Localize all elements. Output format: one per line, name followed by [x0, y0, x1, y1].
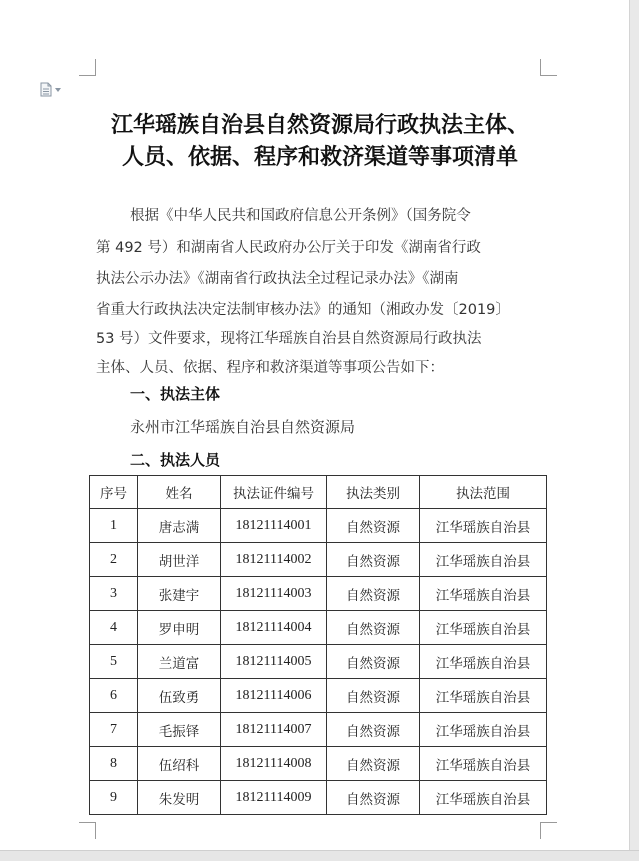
name-cell: 兰道富: [138, 645, 221, 679]
category-cell: 自然资源: [327, 679, 420, 713]
serial-cell: 9: [90, 781, 138, 815]
table-row: [90, 679, 547, 713]
personnel-table: [89, 475, 547, 815]
category-cell: 自然资源: [327, 509, 420, 543]
serial-cell: 5: [90, 645, 138, 679]
certificate-number-cell: 18121114006: [221, 679, 327, 713]
category-cell: 自然资源: [327, 611, 420, 645]
name-cell: 朱发明: [138, 781, 221, 815]
margin-corner-bottom-left: [79, 822, 96, 839]
category-cell: 自然资源: [327, 645, 420, 679]
certificate-number-cell: 18121114008: [221, 747, 327, 781]
table-row: [90, 611, 547, 645]
table-header-row: [90, 476, 547, 509]
scope-cell: 江华瑶族自治县: [420, 747, 547, 781]
name-cell: 罗申明: [138, 611, 221, 645]
table-row: [90, 645, 547, 679]
intro-paragraph-line: 根据《中华人民共和国政府信息公开条例》（国务院令: [130, 208, 471, 224]
paste-options-button[interactable]: [40, 82, 61, 97]
serial-cell: 1: [90, 509, 138, 543]
certificate-number-cell: 18121114003: [221, 577, 327, 611]
serial-cell: 3: [90, 577, 138, 611]
name-cell: 张建宇: [138, 577, 221, 611]
column-header-category: 执法类别: [327, 476, 420, 509]
section-heading-enforcement-personnel: 二、执法人员: [130, 451, 221, 469]
certificate-number-cell: 18121114005: [221, 645, 327, 679]
name-cell: 唐志满: [138, 509, 221, 543]
table-row: [90, 543, 547, 577]
serial-cell: 4: [90, 611, 138, 645]
column-header-serial: 序号: [90, 476, 138, 509]
name-cell: 毛振铎: [138, 713, 221, 747]
name-cell: 伍致勇: [138, 679, 221, 713]
column-header-scope: 执法范围: [420, 476, 547, 509]
document-title-line-2: 人员、依据、程序和救济渠道等事项清单: [121, 145, 518, 170]
enforcement-body-name: 永州市江华瑶族自治县自然资源局: [130, 418, 356, 436]
intro-paragraph-line: 执法公示办法》《湖南省行政执法全过程记录办法》《湖南: [96, 271, 459, 287]
section-heading-enforcement-body: 一、执法主体: [130, 385, 221, 403]
category-cell: 自然资源: [327, 747, 420, 781]
document-title-line-1: 江华瑶族自治县自然资源局行政执法主体、: [110, 113, 529, 138]
serial-cell: 7: [90, 713, 138, 747]
category-cell: 自然资源: [327, 543, 420, 577]
table-row: [90, 577, 547, 611]
category-cell: 自然资源: [327, 713, 420, 747]
intro-paragraph-line: 主体、人员、依据、程序和救济渠道等事项公告如下：: [96, 360, 444, 376]
horizontal-scrollbar[interactable]: [0, 850, 639, 861]
scope-cell: 江华瑶族自治县: [420, 509, 547, 543]
certificate-number-cell: 18121114004: [221, 611, 327, 645]
scope-cell: 江华瑶族自治县: [420, 713, 547, 747]
margin-corner-bottom-right: [540, 822, 557, 839]
margin-corner-top-left: [79, 59, 96, 76]
category-cell: 自然资源: [327, 781, 420, 815]
serial-cell: 2: [90, 543, 138, 577]
table-row: [90, 781, 547, 815]
intro-paragraph-line: 省重大行政执法决定法制审核办法》的通知（湘政办发〔2019〕: [96, 302, 510, 318]
certificate-number-cell: 18121114009: [221, 781, 327, 815]
scope-cell: 江华瑶族自治县: [420, 611, 547, 645]
scope-cell: 江华瑶族自治县: [420, 577, 547, 611]
scope-cell: 江华瑶族自治县: [420, 781, 547, 815]
column-header-certificate-number: 执法证件编号: [221, 476, 327, 509]
serial-cell: 8: [90, 747, 138, 781]
intro-paragraph-line: 第 492 号）和湖南省人民政府办公厅关于印发《湖南省行政: [96, 240, 481, 256]
document-icon: [40, 82, 52, 97]
table-row: [90, 713, 547, 747]
certificate-number-cell: 18121114007: [221, 713, 327, 747]
vertical-scrollbar[interactable]: [629, 0, 639, 861]
margin-corner-top-right: [540, 59, 557, 76]
name-cell: 胡世洋: [138, 543, 221, 577]
table-row: [90, 509, 547, 543]
certificate-number-cell: 18121114001: [221, 509, 327, 543]
category-cell: 自然资源: [327, 577, 420, 611]
table-row: [90, 747, 547, 781]
name-cell: 伍绍科: [138, 747, 221, 781]
scope-cell: 江华瑶族自治县: [420, 679, 547, 713]
intro-paragraph-line: 53 号）文件要求，现将江华瑶族自治县自然资源局行政执法: [96, 331, 482, 347]
serial-cell: 6: [90, 679, 138, 713]
column-header-name: 姓名: [138, 476, 221, 509]
caret-down-icon: [55, 88, 61, 92]
scope-cell: 江华瑶族自治县: [420, 645, 547, 679]
scope-cell: 江华瑶族自治县: [420, 543, 547, 577]
certificate-number-cell: 18121114002: [221, 543, 327, 577]
